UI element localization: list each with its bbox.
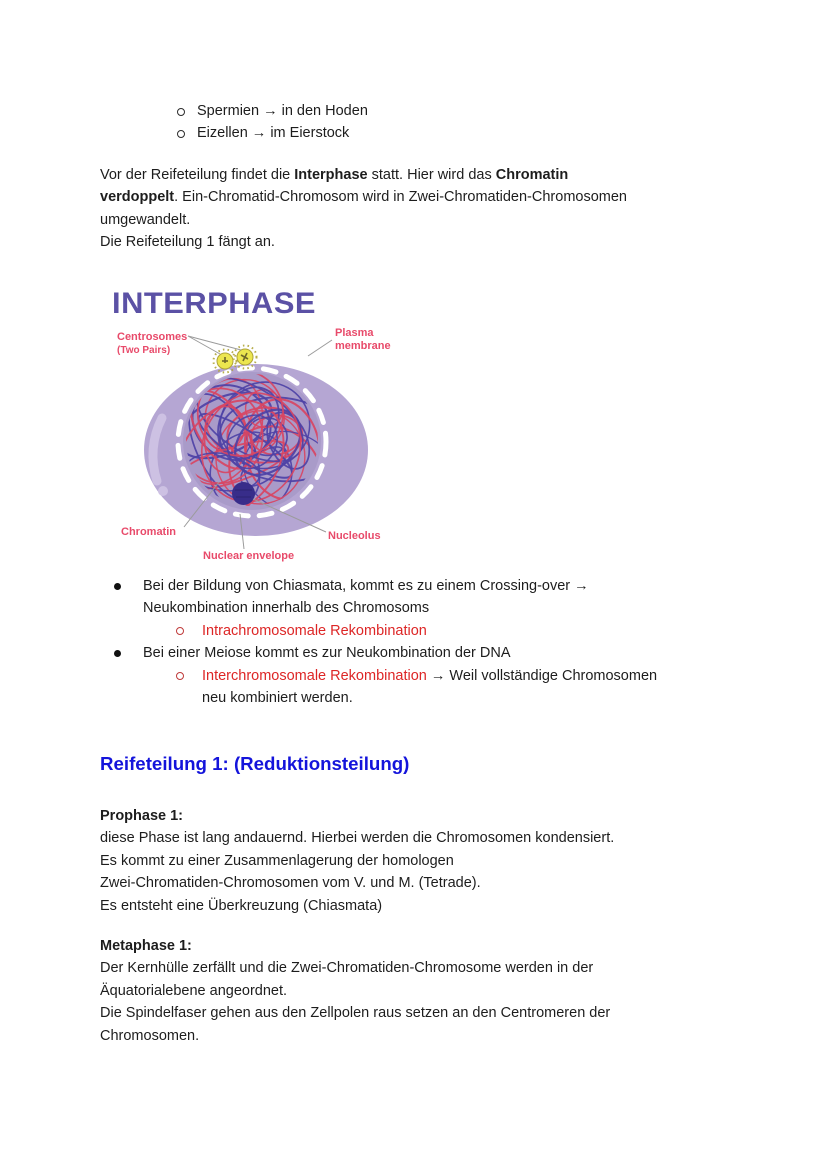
text-run: statt. Hier wird das: [367, 167, 496, 183]
label-plasma-membrane: membrane: [335, 340, 391, 352]
filled-bullet-icon: [114, 583, 121, 590]
list-item-text: Eizellen → im Eierstock: [197, 125, 350, 142]
bold-run: verdoppelt: [100, 189, 175, 206]
metaphase-section: [100, 935, 760, 1047]
text-line: Es kommt zu einer Zusammenlagerung der homologen: [100, 852, 454, 869]
interphase-figure: [105, 283, 445, 573]
list-item-text: Spermien → in den Hoden: [197, 103, 368, 119]
leader-line: [188, 336, 241, 350]
list-item: [100, 642, 760, 664]
text-run: . Ein-Chromatid-Chromosom wird in Zwei-Chromatiden-Chromosomen: [174, 189, 627, 206]
text-line: Der Kernhülle zerfällt und die Zwei-Chromatiden-Chromosome werden in der: [100, 960, 594, 977]
section-title: Metaphase 1:: [100, 938, 192, 954]
list-item: [100, 665, 760, 710]
text-line: Die Reifeteilung 1 fängt an.: [100, 234, 275, 251]
section-heading: Reifeteilung 1: (Reduktionsteilung): [100, 753, 410, 774]
label-nucleolus: Nucleolus: [328, 530, 381, 542]
bold-run: Interphase: [294, 167, 368, 183]
text-line: Neukombination innerhalb des Chromosoms: [143, 600, 430, 617]
label-centrosomes-sub: (Two Pairs): [117, 345, 171, 356]
red-run: Interchromosomale Rekombination: [202, 667, 427, 684]
text-line: Bei einer Meiose kommt es zur Neukombination der DNA: [143, 645, 511, 662]
figure-title: INTERPHASE: [112, 287, 316, 320]
text-line: diese Phase ist lang andauernd. Hierbei werden die Chromosomen kondensiert.: [100, 830, 615, 847]
hollow-bullet-icon: [177, 108, 185, 116]
label-plasma-membrane: Plasma: [335, 327, 374, 339]
text-line: [100, 186, 745, 208]
filled-bullet-icon: [114, 650, 121, 657]
text-line: Intrachromosomale Rekombination: [202, 622, 427, 639]
nucleolus-shape: [232, 482, 255, 505]
label-centrosomes: Centrosomes: [117, 331, 188, 343]
bullet-list: [100, 575, 760, 709]
leader-line: [308, 340, 332, 356]
text-line: Bei der Bildung von Chiasmata, kommt es zu einem Crossing-over →: [143, 578, 589, 594]
text-line: umgewandelt.: [100, 211, 191, 228]
hollow-bullet-icon: [176, 627, 184, 635]
text-line: neu kombiniert werden.: [202, 690, 353, 707]
text-line: Es entsteht eine Überkreuzung (Chiasmata): [100, 897, 383, 914]
hollow-bullet-icon: [177, 130, 185, 138]
text-line: Chromosomen.: [100, 1027, 200, 1044]
text-run: Vor der Reifeteilung findet die: [100, 167, 295, 183]
intro-paragraph: [100, 164, 745, 254]
section-title: Prophase 1:: [100, 808, 183, 824]
list-item: [100, 122, 740, 144]
leader-line: [188, 336, 220, 354]
text-line: [100, 164, 745, 186]
top-sub-list: [100, 100, 740, 145]
label-nuclear-envelope: Nuclear envelope: [203, 550, 295, 562]
text-run: → Weil vollständige Chromosomen: [426, 667, 658, 684]
bold-run: Chromatin: [495, 167, 569, 183]
text-line: [202, 665, 760, 687]
text-line: Äquatorialebene angeordnet.: [100, 982, 288, 999]
hollow-bullet-icon: [176, 672, 184, 680]
prophase-section: [100, 805, 760, 917]
list-item: [100, 575, 760, 620]
cell-highlight-dot: [158, 486, 168, 496]
list-item: [100, 100, 740, 122]
list-item: [100, 620, 760, 642]
text-line: Die Spindelfaser gehen aus den Zellpolen raus setzen an den Centromeren der: [100, 1005, 611, 1022]
interphase-diagram: [105, 283, 445, 573]
text-line: Zwei-Chromatiden-Chromosomen vom V. und M. (Tetrade).: [100, 875, 481, 892]
label-chromatin: Chromatin: [121, 526, 176, 538]
